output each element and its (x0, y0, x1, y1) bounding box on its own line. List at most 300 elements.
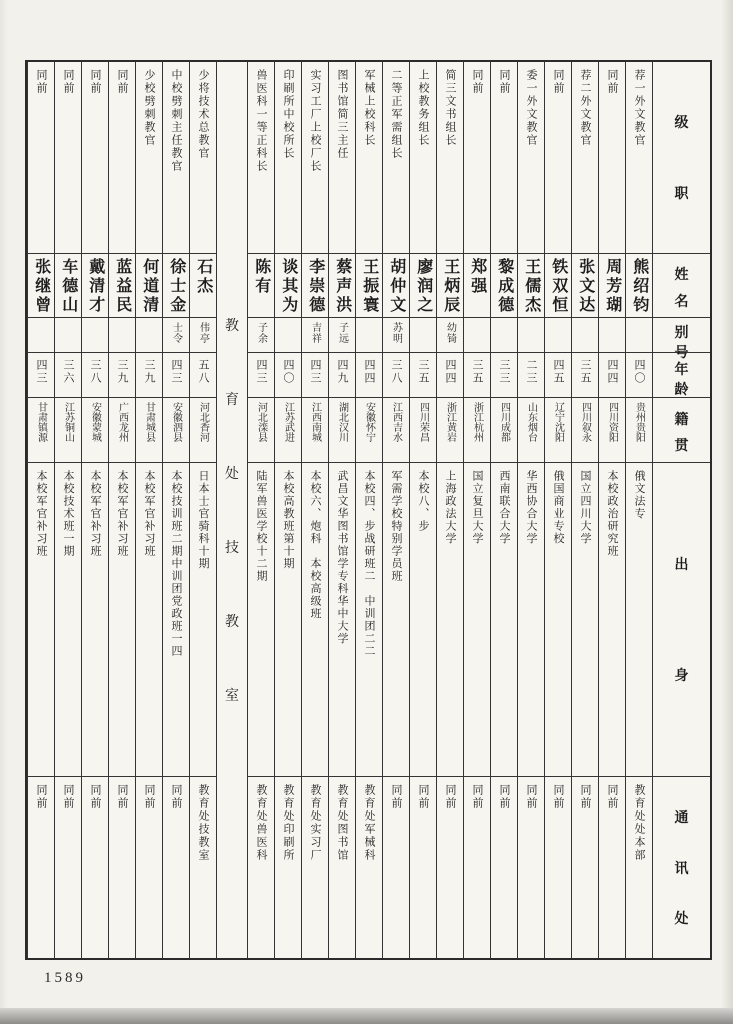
rank-cell (28, 62, 54, 254)
rank-text: 实习工厂上校厂长 (309, 69, 322, 173)
origin-cell (55, 463, 81, 777)
native-text: 四川资阳 (606, 402, 618, 442)
contact-cell (136, 777, 162, 958)
person-column (355, 62, 382, 958)
alias-cell (248, 318, 274, 353)
contact-cell (383, 777, 409, 958)
native-cell (28, 398, 54, 463)
origin-cell (383, 463, 409, 777)
name-cell (302, 254, 328, 318)
alias-cell (329, 318, 355, 353)
name-cell (109, 254, 135, 318)
origin-text: 日本士官骑科十期 (197, 470, 210, 570)
origin-text: 上海政法大学 (444, 470, 457, 545)
native-text: 江西南城 (309, 402, 321, 442)
origin-cell (136, 463, 162, 777)
person-column (81, 62, 108, 958)
header-alias (653, 318, 710, 361)
age-text: 三六 (62, 359, 75, 385)
rank-cell (626, 62, 652, 254)
origin-text: 国立四川大学 (579, 470, 592, 545)
person-column (27, 62, 54, 958)
person-column (517, 62, 544, 958)
person-column (274, 62, 301, 958)
rank-text: 同前 (62, 69, 75, 95)
age-text: 四三 (35, 359, 48, 385)
rank-cell (248, 62, 274, 254)
age-text: 三五 (579, 359, 592, 385)
native-cell (248, 398, 274, 463)
contact-text: 教育处处本部 (633, 784, 646, 862)
name-text: 蔡声洪 (333, 258, 351, 315)
age-text: 三五 (417, 359, 430, 385)
native-cell (302, 398, 328, 463)
person-column (382, 62, 409, 958)
person-column (189, 62, 216, 958)
rank-cell (545, 62, 571, 254)
age-text: 四〇 (282, 359, 295, 385)
rank-cell (518, 62, 544, 254)
origin-text: 本校高教班第十期 (282, 470, 295, 570)
rank-text: 同前 (35, 69, 48, 95)
contact-cell (572, 777, 598, 958)
contact-cell (163, 777, 189, 958)
contact-cell (55, 777, 81, 958)
header-age (653, 353, 710, 398)
alias-cell (302, 318, 328, 353)
origin-text: 武昌文华图书馆学专科华中大学 (336, 470, 349, 645)
section-divider-char: 教 (225, 319, 239, 334)
origin-text: 陆军兽医学校十二期 (255, 470, 268, 583)
age-text: 四三 (255, 359, 268, 385)
name-text: 何道清 (140, 258, 158, 315)
contact-cell (329, 777, 355, 958)
contact-text: 教育处兽医科 (255, 784, 268, 862)
alias-cell (109, 318, 135, 353)
contact-cell (464, 777, 490, 958)
age-cell (163, 353, 189, 398)
rank-text: 简三文书组长 (444, 69, 457, 147)
alias-cell (518, 318, 544, 353)
rank-text: 荐二外文教官 (579, 69, 592, 147)
alias-cell (599, 318, 625, 353)
person-column (328, 62, 355, 958)
age-cell (190, 353, 216, 398)
rank-text: 同前 (89, 69, 102, 95)
header-name-char: 名 (674, 294, 689, 310)
age-text: 四〇 (633, 359, 646, 385)
name-cell (518, 254, 544, 318)
native-text: 湖北汉川 (336, 402, 348, 442)
origin-text: 本校技术班一期 (62, 470, 75, 558)
name-cell (248, 254, 274, 318)
age-text: 三九 (116, 359, 129, 385)
name-text: 蓝益民 (113, 258, 131, 315)
name-text: 徐士金 (167, 258, 185, 315)
age-cell (275, 353, 301, 398)
rank-cell (109, 62, 135, 254)
native-text: 江苏铜山 (62, 402, 74, 442)
alias-cell (55, 318, 81, 353)
contact-text: 同前 (62, 784, 75, 810)
native-text: 四川叙永 (579, 402, 591, 442)
alias-text: 苏明 (390, 322, 402, 344)
native-cell (464, 398, 490, 463)
native-cell (437, 398, 463, 463)
rank-cell (383, 62, 409, 254)
native-cell (136, 398, 162, 463)
person-column (247, 62, 274, 958)
origin-cell (248, 463, 274, 777)
rank-text: 同前 (606, 69, 619, 95)
scan-edge-bottom (0, 1008, 733, 1024)
native-text: 河北滦县 (255, 402, 267, 442)
native-text: 浙江杭州 (471, 402, 483, 442)
native-text: 贵州贵阳 (633, 402, 645, 442)
origin-text: 本校政治研究班 (606, 470, 619, 558)
origin-cell (163, 463, 189, 777)
rank-cell (410, 62, 436, 254)
header-origin (653, 463, 710, 777)
section-divider-char: 处 (225, 467, 239, 482)
contact-text: 同前 (579, 784, 592, 810)
native-text: 江苏武进 (282, 402, 294, 442)
name-text: 王炳辰 (441, 258, 459, 315)
name-cell (437, 254, 463, 318)
native-cell (572, 398, 598, 463)
name-text: 廖润之 (414, 258, 432, 315)
header-native-char: 贯 (674, 439, 689, 455)
native-text: 河北香河 (197, 402, 209, 442)
rank-text: 少将技术总教官 (197, 69, 210, 160)
contact-cell (356, 777, 382, 958)
contact-text: 同前 (170, 784, 183, 810)
native-cell (163, 398, 189, 463)
header-contact-char: 讯 (674, 861, 689, 877)
age-text: 三五 (471, 359, 484, 385)
contact-cell (626, 777, 652, 958)
rank-cell (491, 62, 517, 254)
name-cell (190, 254, 216, 318)
alias-cell (464, 318, 490, 353)
section-divider-column (216, 62, 247, 958)
age-cell (28, 353, 54, 398)
rank-text: 同前 (552, 69, 565, 95)
alias-text: 吉祥 (309, 322, 321, 344)
age-cell (410, 353, 436, 398)
header-contact-char: 处 (674, 911, 689, 927)
origin-cell (356, 463, 382, 777)
native-text: 安徽蒙城 (89, 402, 101, 442)
age-cell (248, 353, 274, 398)
contact-text: 同前 (390, 784, 403, 810)
rank-text: 军械上校科长 (363, 69, 376, 147)
rank-cell (82, 62, 108, 254)
alias-cell (82, 318, 108, 353)
rank-cell (437, 62, 463, 254)
name-text: 王振寰 (360, 258, 378, 315)
native-text: 广西龙州 (116, 402, 128, 442)
contact-text: 同前 (525, 784, 538, 810)
header-origin-char: 身 (674, 669, 689, 684)
contact-cell (82, 777, 108, 958)
person-column (625, 62, 652, 958)
contact-cell (28, 777, 54, 958)
origin-cell (410, 463, 436, 777)
native-cell (383, 398, 409, 463)
rank-cell (302, 62, 328, 254)
origin-cell (109, 463, 135, 777)
origin-text: 国立复旦大学 (471, 470, 484, 545)
contact-text: 教育处印刷所 (282, 784, 295, 862)
name-text: 石杰 (194, 258, 212, 296)
person-column (544, 62, 571, 958)
contact-cell (491, 777, 517, 958)
name-cell (82, 254, 108, 318)
native-cell (545, 398, 571, 463)
age-cell (302, 353, 328, 398)
name-text: 陈有 (252, 258, 270, 296)
scan-edge-left (0, 0, 8, 1024)
origin-text: 本校六、炮科 本校高级班 (309, 470, 322, 620)
age-text: 三三 (498, 359, 511, 385)
native-cell (275, 398, 301, 463)
rank-text: 中校劈刺主任教官 (170, 69, 183, 173)
age-cell (491, 353, 517, 398)
age-cell (437, 353, 463, 398)
name-text: 谈其为 (279, 258, 297, 315)
contact-text: 同前 (498, 784, 511, 810)
origin-text: 西南联合大学 (498, 470, 511, 545)
name-text: 车德山 (59, 258, 77, 315)
contact-text: 同前 (444, 784, 457, 810)
name-cell (599, 254, 625, 318)
rank-cell (163, 62, 189, 254)
age-cell (599, 353, 625, 398)
contact-text: 教育处技教室 (197, 784, 210, 862)
native-text: 辽宁沈阳 (552, 402, 564, 442)
origin-text: 俄国商业专校 (552, 470, 565, 545)
name-cell (329, 254, 355, 318)
person-column (490, 62, 517, 958)
native-text: 安徽泗县 (170, 402, 182, 442)
age-text: 四四 (444, 359, 457, 385)
name-text: 张文达 (576, 258, 594, 315)
person-column (108, 62, 135, 958)
contact-cell (437, 777, 463, 958)
age-text: 二三 (525, 359, 538, 385)
name-text: 铁双恒 (549, 258, 567, 315)
alias-cell (437, 318, 463, 353)
name-cell (28, 254, 54, 318)
age-text: 四四 (606, 359, 619, 385)
rank-text: 荐一外文教官 (633, 69, 646, 147)
section-divider-label (225, 62, 239, 958)
contact-cell (518, 777, 544, 958)
person-column (571, 62, 598, 958)
native-cell (491, 398, 517, 463)
rank-cell (329, 62, 355, 254)
rank-text: 上校教务组长 (417, 69, 430, 147)
header-alias-char: 别 (674, 326, 689, 341)
alias-cell (163, 318, 189, 353)
contact-text: 同前 (143, 784, 156, 810)
contact-cell (248, 777, 274, 958)
age-text: 三九 (143, 359, 156, 385)
name-text: 王儒杰 (522, 258, 540, 315)
alias-cell (275, 318, 301, 353)
origin-cell (491, 463, 517, 777)
alias-cell (410, 318, 436, 353)
section-divider-char: 技 (225, 541, 239, 556)
native-cell (190, 398, 216, 463)
header-native (653, 398, 710, 463)
name-cell (626, 254, 652, 318)
rank-text: 图书馆简三主任 (336, 69, 349, 160)
name-text: 周芳瑚 (603, 258, 621, 315)
name-cell (545, 254, 571, 318)
person-column (409, 62, 436, 958)
name-cell (491, 254, 517, 318)
origin-text: 俄文法专 (633, 470, 646, 520)
origin-text: 本校四、步战研班二 中训团二二 (363, 470, 376, 658)
name-text: 胡仲文 (387, 258, 405, 315)
name-text: 熊绍钧 (630, 258, 648, 315)
alias-cell (190, 318, 216, 353)
origin-cell (626, 463, 652, 777)
rank-text: 兽医科一等正科长 (255, 69, 268, 173)
native-text: 甘肃镇源 (35, 402, 47, 442)
header-rank (653, 62, 710, 254)
alias-text: 子余 (255, 322, 267, 344)
alias-text: 伟亭 (197, 322, 209, 344)
age-cell (329, 353, 355, 398)
rank-cell (572, 62, 598, 254)
age-cell (55, 353, 81, 398)
scan-edge-right (721, 0, 733, 1024)
name-cell (572, 254, 598, 318)
header-contact-char: 通 (674, 811, 689, 827)
age-cell (82, 353, 108, 398)
name-cell (55, 254, 81, 318)
contact-cell (302, 777, 328, 958)
person-column (463, 62, 490, 958)
header-rank-char: 职 (674, 186, 689, 202)
contact-cell (545, 777, 571, 958)
alias-cell (626, 318, 652, 353)
age-cell (464, 353, 490, 398)
age-text: 四四 (363, 359, 376, 385)
contact-cell (275, 777, 301, 958)
age-cell (626, 353, 652, 398)
rank-text: 二等正军需组长 (390, 69, 403, 160)
header-contact (653, 777, 710, 958)
native-cell (518, 398, 544, 463)
origin-text: 本校八、步 (417, 470, 430, 533)
name-text: 戴清才 (86, 258, 104, 315)
origin-text: 本校军官补习班 (35, 470, 48, 558)
alias-text: 士令 (170, 322, 182, 344)
rank-cell (136, 62, 162, 254)
alias-text: 子远 (336, 322, 348, 344)
contact-cell (410, 777, 436, 958)
native-cell (356, 398, 382, 463)
contact-cell (109, 777, 135, 958)
contact-text: 教育处图书馆 (336, 784, 349, 862)
age-cell (383, 353, 409, 398)
native-cell (329, 398, 355, 463)
person-column (162, 62, 189, 958)
header-origin-char: 出 (674, 558, 689, 573)
rank-cell (599, 62, 625, 254)
origin-text: 华西协合大学 (525, 470, 538, 545)
contact-text: 同前 (35, 784, 48, 810)
origin-cell (572, 463, 598, 777)
header-alias-char: 号 (674, 346, 689, 361)
name-text: 张继曾 (32, 258, 50, 315)
rank-text: 同前 (471, 69, 484, 95)
rank-cell (356, 62, 382, 254)
origin-text: 军需学校特别学员班 (390, 470, 403, 583)
name-text: 李崇德 (306, 258, 324, 315)
rank-text: 同前 (116, 69, 129, 95)
contact-text: 同前 (417, 784, 430, 810)
origin-text: 本校军官补习班 (143, 470, 156, 558)
contact-text: 教育处军械科 (363, 784, 376, 862)
name-cell (464, 254, 490, 318)
native-text: 安徽怀宁 (363, 402, 375, 442)
header-name (653, 254, 710, 318)
header-age-char: 龄 (674, 383, 689, 398)
rank-cell (190, 62, 216, 254)
age-text: 四三 (170, 359, 183, 385)
age-cell (545, 353, 571, 398)
rank-cell (275, 62, 301, 254)
name-cell (163, 254, 189, 318)
native-cell (599, 398, 625, 463)
alias-cell (28, 318, 54, 353)
rank-cell (55, 62, 81, 254)
origin-cell (329, 463, 355, 777)
page-number: 1589 (44, 970, 86, 986)
name-text: 郑强 (468, 258, 486, 296)
origin-cell (518, 463, 544, 777)
alias-cell (136, 318, 162, 353)
native-text: 江西吉水 (390, 402, 402, 442)
contact-text: 教育处实习厂 (309, 784, 322, 862)
alias-cell (491, 318, 517, 353)
rank-text: 委一外文教官 (525, 69, 538, 147)
age-cell (356, 353, 382, 398)
header-name-char: 姓 (674, 268, 689, 284)
age-cell (518, 353, 544, 398)
age-cell (572, 353, 598, 398)
rank-text: 少校劈刺教官 (143, 69, 156, 147)
alias-cell (545, 318, 571, 353)
native-text: 四川荣昌 (417, 402, 429, 442)
header-rank-char: 级 (674, 116, 689, 132)
person-column (54, 62, 81, 958)
native-text: 四川成都 (498, 402, 510, 442)
origin-cell (437, 463, 463, 777)
alias-cell (356, 318, 382, 353)
name-cell (275, 254, 301, 318)
age-cell (136, 353, 162, 398)
contact-text: 同前 (606, 784, 619, 810)
rank-cell (464, 62, 490, 254)
native-text: 甘肃城县 (143, 402, 155, 442)
age-text: 五八 (197, 359, 210, 385)
